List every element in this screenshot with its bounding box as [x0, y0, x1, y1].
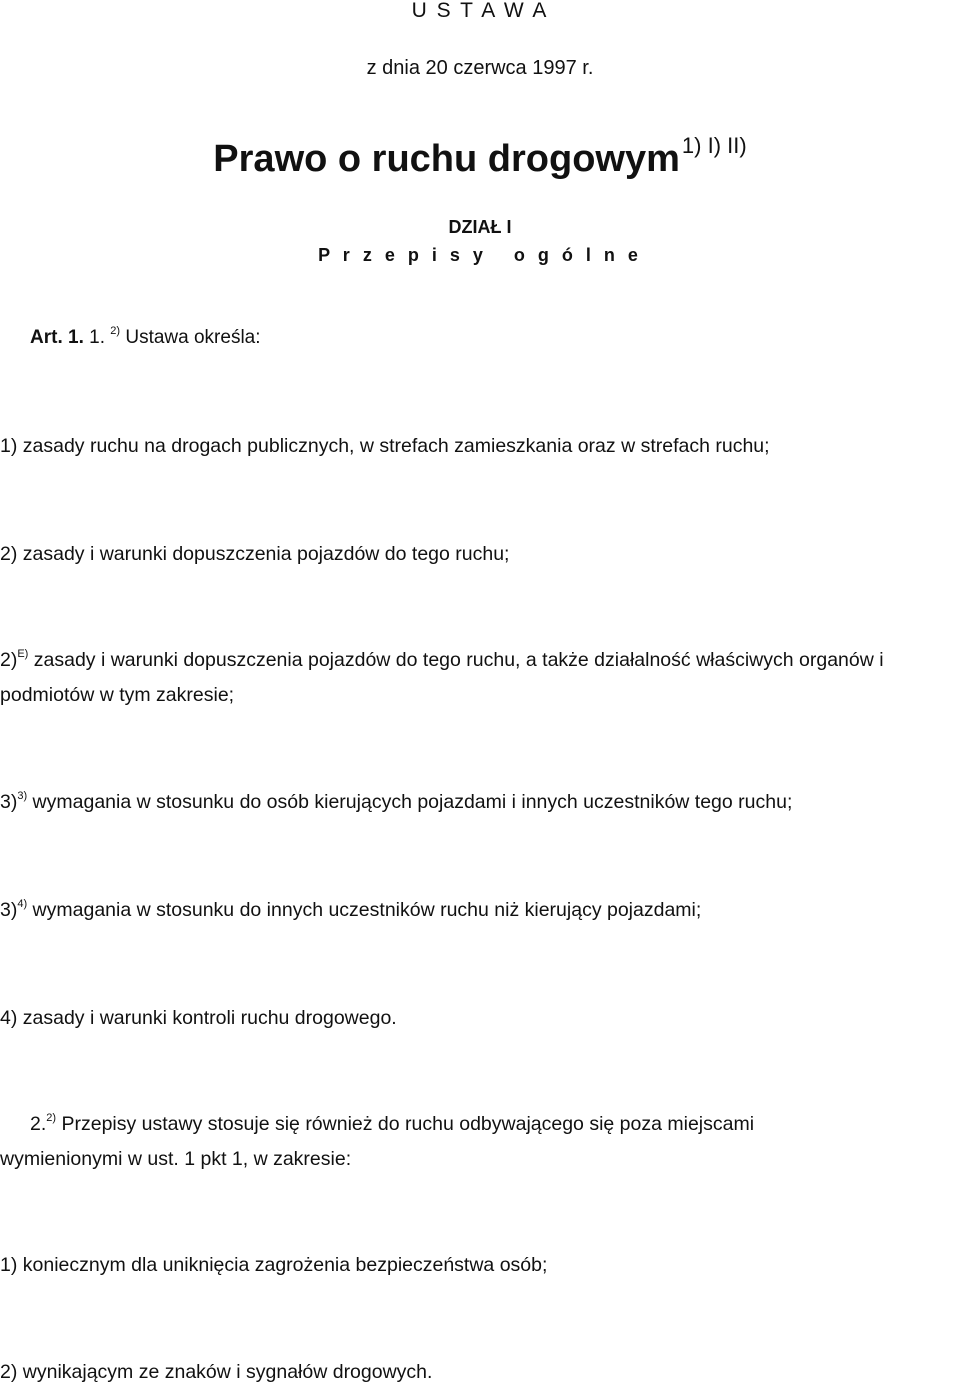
- item-text: zasady i warunki dopuszczenia pojazdów do tego ruchu;: [22, 543, 510, 565]
- paragraph-2-footnote: 2): [46, 1112, 57, 1124]
- division-name: P r z e p i s y o g ó l n e: [318, 245, 642, 265]
- item-text: wymagania w stosunku do osób kierujących pojazdami i innych uczestników tego ruchu;: [32, 791, 793, 813]
- item-number: 2): [0, 649, 18, 671]
- article-label: Art. 1.: [30, 327, 84, 348]
- item-footnote: 3): [17, 790, 28, 802]
- list-item: [0, 437, 770, 457]
- item-number: 4): [0, 1007, 18, 1029]
- item-footnote: 4): [17, 898, 28, 910]
- article-1-heading: [30, 325, 261, 348]
- list-item: [0, 1009, 397, 1029]
- division-label: DZIAŁ I: [448, 217, 512, 237]
- item-number: 1): [0, 1254, 18, 1276]
- paragraph-1-number: 1.: [89, 327, 105, 348]
- item-text: koniecznym dla uniknięcia zagrożenia bezpieczeństwa osób;: [22, 1254, 548, 1276]
- act-date: z dnia 20 czerwca 1997 r.: [366, 57, 594, 79]
- item-text: wynikającym ze znaków i sygnałów drogowych.: [22, 1361, 433, 1383]
- list-item: [0, 1363, 432, 1383]
- item-footnote: E): [17, 648, 29, 660]
- item-text: zasady i warunki kontroli ruchu drogowego.: [22, 1007, 397, 1029]
- item-number: 2): [0, 543, 18, 565]
- paragraph-2: [30, 1112, 755, 1135]
- item-number: 3): [0, 791, 18, 813]
- paragraph-1-text: Ustawa określa:: [125, 327, 261, 348]
- act-title-footnotes: 1) I) II): [681, 133, 747, 158]
- item-text: zasady i warunki dopuszczenia pojazdów do tego ruchu, a także działalność właściwych organów i: [33, 649, 884, 671]
- item-number: 2): [0, 1361, 18, 1383]
- item-number: 3): [0, 899, 18, 921]
- act-label: U S T A W A: [411, 0, 549, 22]
- list-item-continuation: podmiotów w tym zakresie;: [0, 684, 235, 706]
- paragraph-2-number: 2.: [30, 1113, 47, 1135]
- act-title-text: Prawo o ruchu drogowym: [213, 138, 680, 180]
- paragraph-1-footnote: 2): [110, 325, 121, 337]
- item-number: 1): [0, 435, 18, 457]
- item-text: wymagania w stosunku do innych uczestników ruchu niż kierujący pojazdami;: [32, 899, 702, 921]
- list-item: [0, 790, 793, 813]
- list-item: [0, 898, 702, 921]
- paragraph-2-continuation: wymienionymi w ust. 1 pkt 1, w zakresie:: [0, 1148, 352, 1170]
- item-text: zasady ruchu na drogach publicznych, w strefach zamieszkania oraz w strefach ruchu;: [22, 435, 770, 457]
- act-title: [0, 133, 960, 180]
- list-item: [0, 1256, 547, 1276]
- paragraph-2-text: Przepisy ustawy stosuje się również do ruchu odbywającego się poza miejscami: [61, 1113, 755, 1135]
- list-item: [0, 648, 884, 671]
- list-item: [0, 545, 509, 565]
